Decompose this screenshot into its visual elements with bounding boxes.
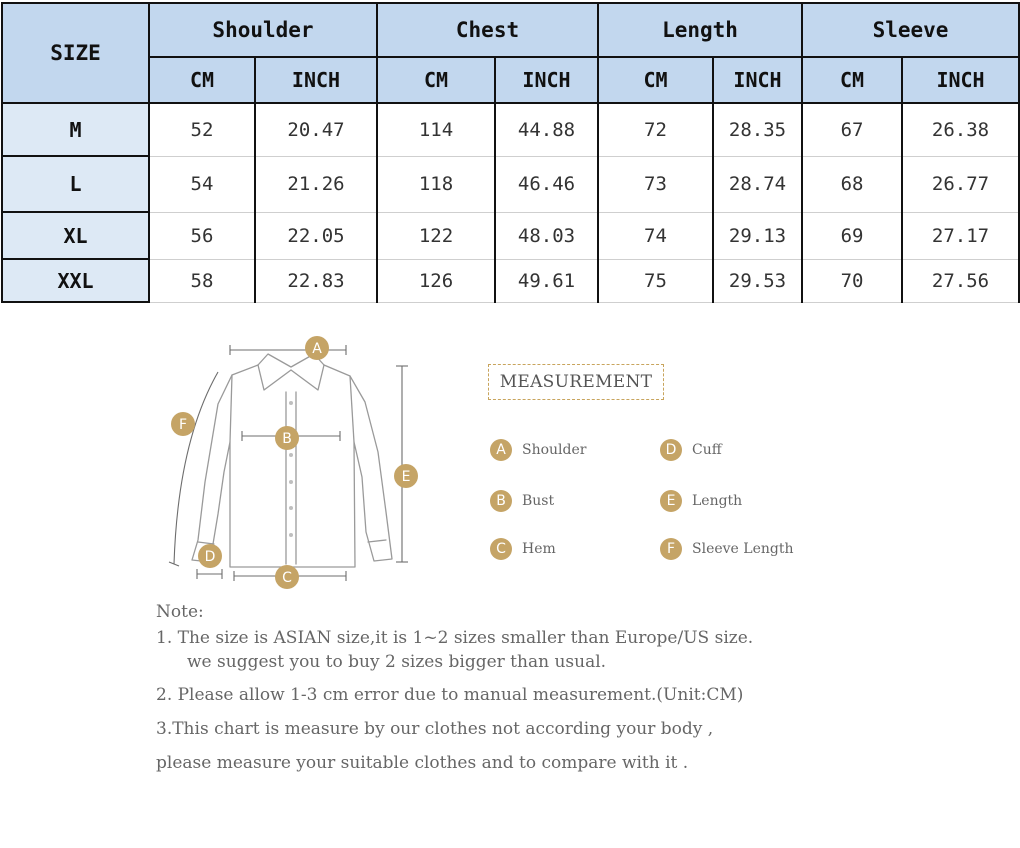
table-cell: 28.74 [713,156,802,212]
badge-e-icon [394,464,418,488]
table-cell: 44.88 [495,103,598,156]
unit-header: CM [598,57,713,103]
size-label: L [2,156,149,212]
table-cell: 69 [802,212,902,259]
table-cell: 48.03 [495,212,598,259]
table-cell: 26.38 [902,103,1019,156]
svg-text:D: D [204,549,216,565]
legend-item-sleeve-length [660,538,794,560]
table-cell: 28.35 [713,103,802,156]
table-row [2,212,1019,259]
table-cell: 46.46 [495,156,598,212]
legend-item-hem [490,538,556,560]
legend-label: Sleeve Length [692,541,794,557]
note-line: please measure your suitable clothes and to compare with it . [156,753,689,773]
table-cell: 75 [598,259,713,302]
size-label: XL [2,212,149,259]
shoulder-header: Shoulder [149,3,377,57]
table-cell: 21.26 [255,156,377,212]
unit-header: CM [149,57,255,103]
badge-d-icon [198,544,222,568]
badge-c-icon [275,565,299,589]
shirt-measurement-diagram [160,332,460,594]
unit-header: INCH [713,57,802,103]
table-cell: 73 [598,156,713,212]
note-line: 3.This chart is measure by our clothes not according your body , [156,719,714,739]
table-cell: 22.83 [255,259,377,302]
badge-a-icon: A [490,439,512,461]
table-cell: 29.13 [713,212,802,259]
shirt-buttons [289,401,293,537]
table-cell: 58 [149,259,255,302]
svg-text:F: F [178,417,188,433]
badge-a-icon [305,336,329,360]
table-cell: 22.05 [255,212,377,259]
table-cell: 27.17 [902,212,1019,259]
size-label: M [2,103,149,156]
svg-text:C: C [282,570,292,586]
legend-item-bust [490,490,554,512]
legend-item-shoulder [490,439,586,461]
table-cell: 114 [377,103,495,156]
legend-label: Hem [522,541,556,557]
note-line: 1. The size is ASIAN size,it is 1~2 sizes smaller than Europe/US size. [156,628,754,648]
table-row [2,259,1019,302]
table-row [2,156,1019,212]
badge-b-icon [275,426,299,450]
table-cell: 122 [377,212,495,259]
note-line: 2. Please allow 1-3 cm error due to manual measurement.(Unit:CM) [156,685,744,705]
svg-text:A: A [312,341,322,357]
sleeve-header: Sleeve [802,3,1019,57]
badge-b-icon: B [490,490,512,512]
badge-f-icon: F [660,538,682,560]
badge-c-icon: C [490,538,512,560]
unit-header: INCH [255,57,377,103]
legend-label: Bust [522,493,555,509]
measurement-title: MEASUREMENT [488,364,664,400]
table-cell: 49.61 [495,259,598,302]
unit-header: CM [802,57,902,103]
table-cell: 72 [598,103,713,156]
notes-heading: Note: [156,602,204,622]
size-label: XXL [2,259,149,302]
table-cell: 118 [377,156,495,212]
svg-text:E: E [401,469,411,485]
legend-item-cuff [660,439,722,461]
size-column-header: SIZE [2,3,149,103]
table-cell: 74 [598,212,713,259]
badge-e-icon: E [660,490,682,512]
table-cell: 68 [802,156,902,212]
legend-label: Length [692,493,743,509]
notes-section [156,600,876,775]
table-cell: 52 [149,103,255,156]
legend-label: Cuff [692,442,722,458]
note-line: we suggest you to buy 2 sizes bigger than usual. [187,652,607,672]
table-cell: 126 [377,259,495,302]
unit-header: INCH [902,57,1019,103]
legend-label: Shoulder [522,442,587,458]
table-row [2,103,1019,156]
legend-item-length [660,490,742,512]
table-cell: 67 [802,103,902,156]
table-cell: 20.47 [255,103,377,156]
svg-text:B: B [282,431,292,447]
table-cell: 56 [149,212,255,259]
length-header: Length [598,3,802,57]
chest-header: Chest [377,3,598,57]
badge-d-icon: D [660,439,682,461]
table-cell: 29.53 [713,259,802,302]
badge-f-icon [171,412,195,436]
table-cell: 27.56 [902,259,1019,302]
table-cell: 54 [149,156,255,212]
table-cell: 70 [802,259,902,302]
unit-header: INCH [495,57,598,103]
table-cell: 26.77 [902,156,1019,212]
unit-header: CM [377,57,495,103]
size-chart-table [1,2,1020,303]
